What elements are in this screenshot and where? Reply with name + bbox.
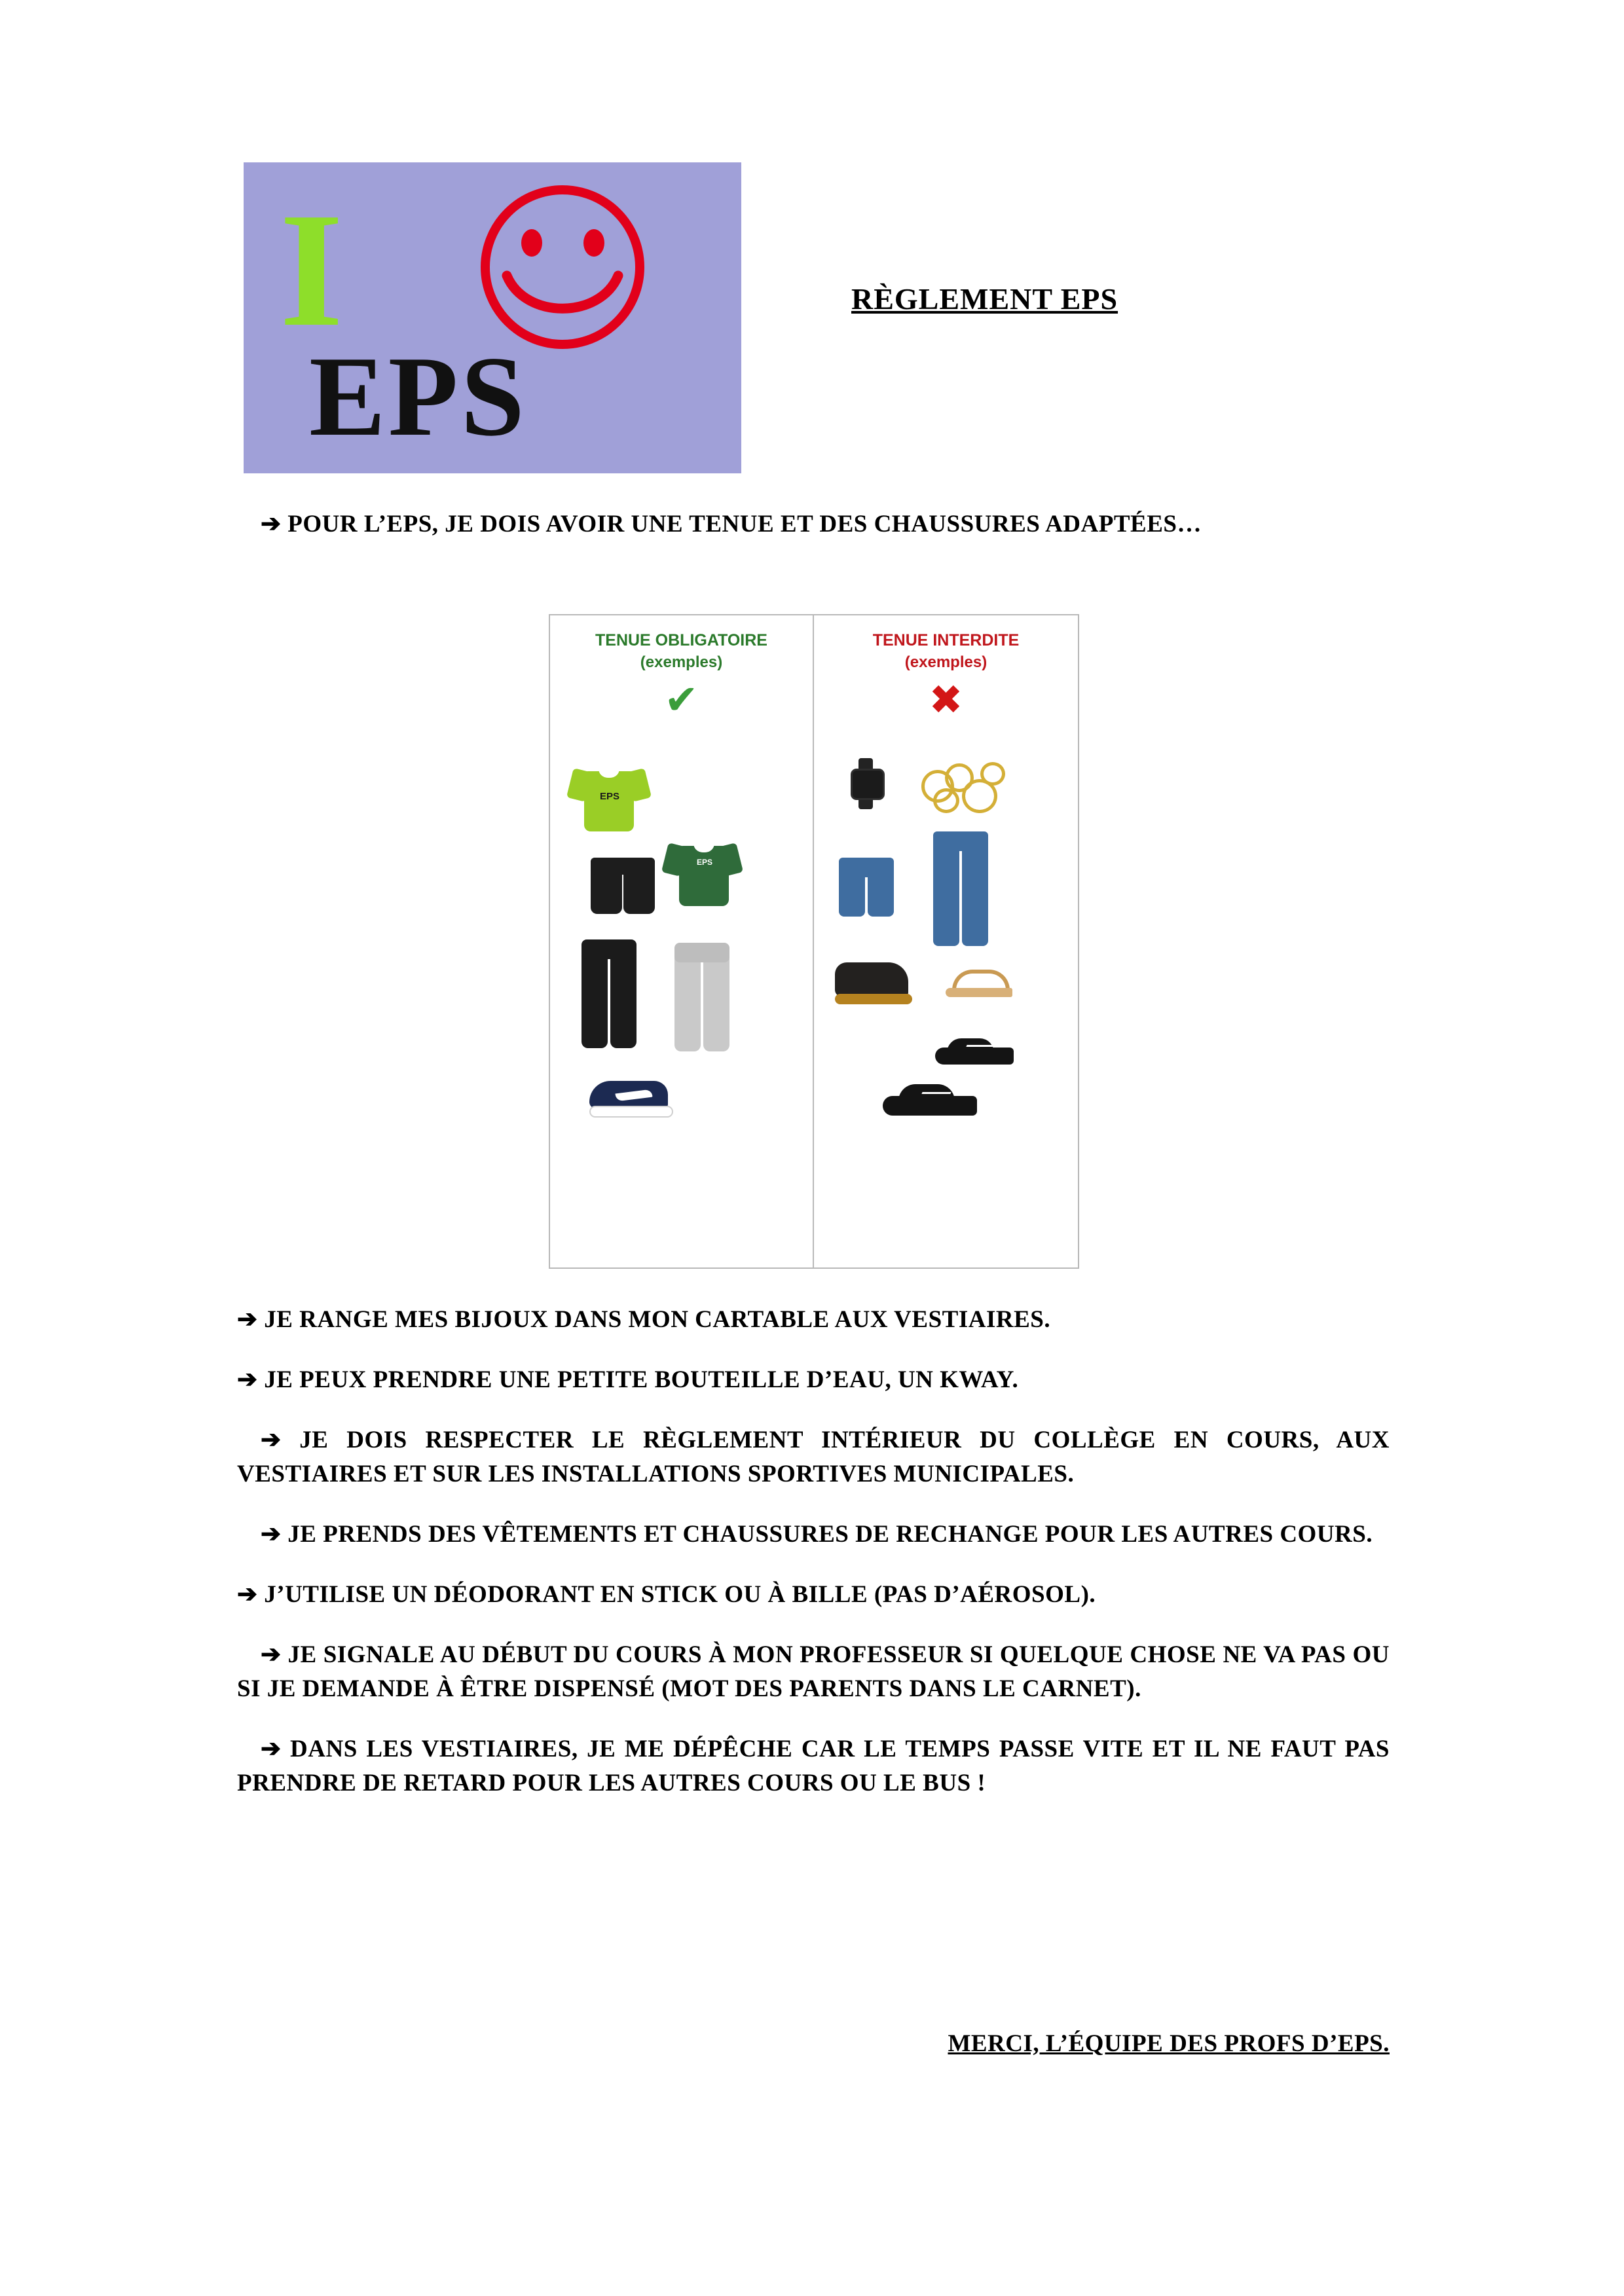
tenue-allowed-items [550,753,813,1264]
smiley-face-icon [460,185,666,349]
footer-text: MERCI, L’ÉQUIPE DES PROFS D’EPS. [948,2030,1390,2057]
logo-letter-i: I [280,179,344,361]
item-legging-black [580,939,639,1051]
item-boot [835,962,913,1008]
document-body [237,507,1390,568]
check-icon: ✔ [664,676,699,723]
tenue-forbidden-subtitle: (exemples) [904,653,987,671]
item-watch [841,758,891,811]
item-shorts-black [591,858,656,917]
rule-item: ➔ DANS LES VESTIAIRES, JE ME DÉPÊCHE CAR LE TEMPS PASSE VITE ET IL NE FAUT PAS PRENDRE DE RETARD POUR LES AUTRES COURS OU LE BUS ! [237,1736,1390,1796]
tenue-allowed-heading [550,615,813,673]
page-title: RÈGLEMENT EPS [851,282,1118,316]
intro-paragraph: ➔ POUR L’EPS, JE DOIS AVOIR UNE TENUE ET DES CHAUSSURES ADAPTÉES… [261,511,1202,538]
rule-item: ➔ J’UTILISE UN DÉODORANT EN STICK OU À BILLE (PAS D’AÉROSOL). [237,1581,1096,1608]
tenue-forbidden-title: TENUE INTERDITE [872,631,1020,649]
rule-item: ➔ JE DOIS RESPECTER LE RÈGLEMENT INTÉRIEUR DU COLLÈGE EN COURS, AUX VESTIAIRES ET SUR LES INSTALLATIONS SPORTIVES MUNICIPALES. [237,1427,1390,1487]
tenue-forbidden-heading [814,615,1078,673]
tenue-forbidden-items [814,753,1078,1264]
tenue-table-figure [549,614,1079,1269]
item-slide-sandal-small [935,1034,1017,1074]
rule-item: ➔ JE SIGNALE AU DÉBUT DU COURS À MON PROFESSEUR SI QUELQUE CHOSE NE VA PAS OU SI JE DEMANDE À ÊTRE DISPENSÉ (MOT DES PARENTS DANS LE CARNET). [237,1641,1390,1702]
tenue-allowed-subtitle: (exemples) [640,653,723,671]
rule-item: ➔ JE PRENDS DES VÊTEMENTS ET CHAUSSURES DE RECHANGE POUR LES AUTRES COURS. [261,1521,1373,1548]
logo-word-eps: EPS [309,333,527,460]
document-footer [237,2030,1390,2058]
tenue-allowed-title: TENUE OBLIGATOIRE [595,631,767,649]
item-jogging-grey [673,943,732,1054]
item-gold-jewelry [919,759,1004,812]
item-tshirt-green-light: EPS [570,759,648,838]
item-jean-shorts [838,858,896,930]
item-slide-sandal-large [883,1080,978,1126]
cross-icon: ✖ [929,676,963,723]
tenue-allowed-column [550,615,814,1267]
document-header [0,0,1624,460]
tenue-forbidden-column [814,615,1078,1267]
item-sneaker-navy [589,1077,674,1120]
item-tshirt-green-dark: EPS [665,834,740,909]
rule-item: ➔ JE RANGE MES BIJOUX DANS MON CARTABLE AUX VESTIAIRES. [237,1306,1051,1333]
eps-logo [244,162,741,473]
rules-list [237,1303,1390,1827]
item-sandal [942,966,1017,1005]
rule-item: ➔ JE PEUX PRENDRE UNE PETITE BOUTEILLE D’EAU, UN KWAY. [237,1366,1019,1393]
item-jean-trousers [932,831,991,949]
